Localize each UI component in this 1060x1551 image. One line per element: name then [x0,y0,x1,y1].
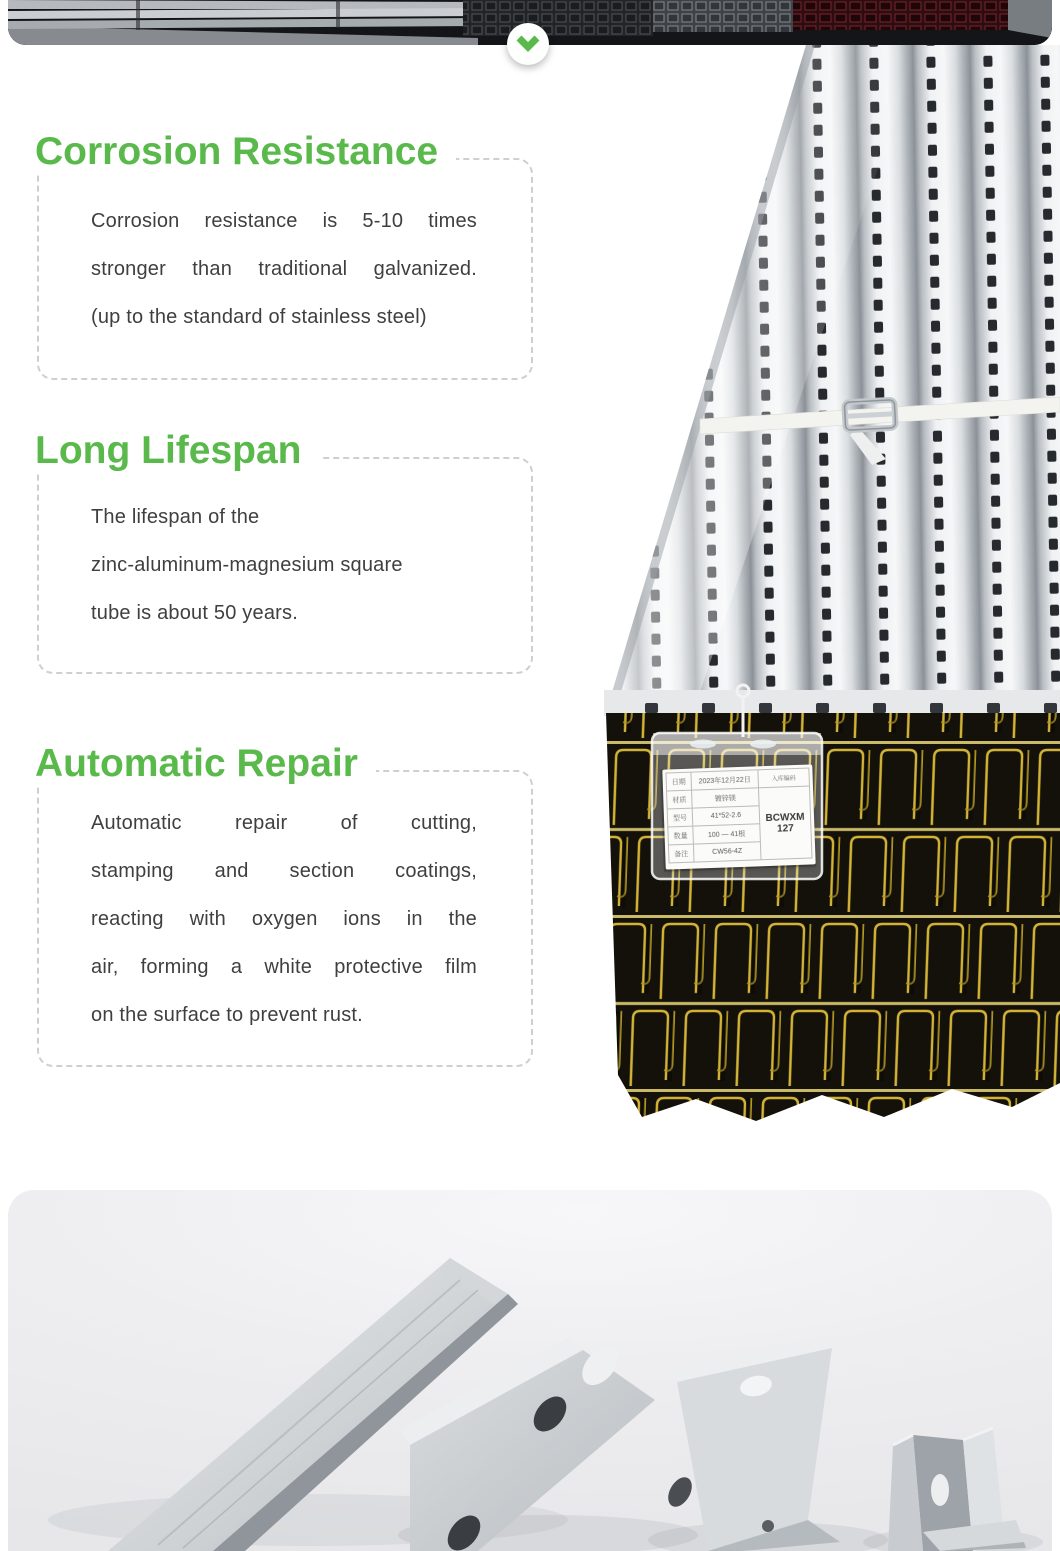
feature-corrosion-resistance [35,130,533,380]
brackets-photo [8,1190,1052,1551]
tag-row-label: 备注 [669,845,694,863]
feature-box [37,158,533,380]
tag-row-label: 材质 [667,791,692,809]
tag-row-label: 型号 [668,809,693,827]
tag-code-number: 127 [776,822,794,835]
feature-title: Automatic Repair [33,741,376,787]
feature-text-line: zinc-aluminum-magnesium square [91,554,403,576]
feature-text-line: Automatic repair of cutting, [91,812,477,834]
feature-automatic-repair [35,742,533,1067]
tag-row-value: 镀锌镁 [692,788,759,807]
feature-text-line: The lifespan of the [91,506,260,528]
scroll-down-button[interactable] [507,23,549,65]
feature-text-line: (up to the standard of stainless steel) [91,306,427,328]
tag-row-label: 日期 [666,773,691,791]
tag-row-value: 41*52-2.6 [693,806,760,825]
tag-code-text: BCWXM [765,811,805,824]
feature-title: Corrosion Resistance [33,129,456,175]
product-label-tag [662,764,815,869]
feature-text-line: reacting with oxygen ions in the [91,908,477,930]
feature-box [37,457,533,674]
feature-text-line: on the surface to prevent rust. [91,1004,363,1026]
feature-text-line: Corrosion resistance is 5-10 times [91,210,477,232]
feature-long-lifespan [35,429,533,674]
feature-box [37,770,533,1067]
tag-row-value: CW56-4Z [694,842,761,861]
feature-text-line: stamping and section coatings, [91,860,477,882]
feature-text-line: air, forming a white protective film [91,956,477,978]
u-bracket [888,1428,1026,1551]
chevron-down-icon [515,34,541,54]
tag-header-right: 入库编码 [758,769,809,788]
tag-row-value: 100 — 41根 [693,824,760,843]
tag-row-value: 2023年12月22日 [691,770,758,789]
tag-code [759,787,811,860]
tag-row-label: 数量 [668,827,693,845]
feature-text-line: tube is about 50 years. [91,602,298,624]
feature-text-line: stronger than traditional galvanized. [91,258,477,280]
l-bracket [663,1336,840,1551]
feature-title: Long Lifespan [33,428,320,474]
